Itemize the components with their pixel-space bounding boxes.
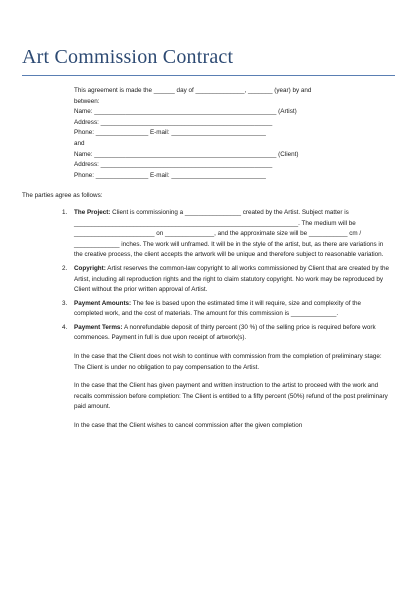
- clause-heading: The Project:: [74, 208, 111, 216]
- artist-phone-line: Phone: _______________ E-mail: ___________________________: [74, 129, 266, 137]
- document-body: [22, 86, 402, 432]
- clause-number: 2.: [62, 264, 68, 272]
- clause-heading: Payment Terms:: [74, 323, 123, 331]
- between-line: between:: [74, 97, 100, 105]
- clause-number: 1.: [62, 208, 68, 216]
- client-phone-line: Phone: _______________ E-mail: ___________________________: [74, 171, 266, 179]
- clause-text: The fee is based upon the estimated time it will require, size and complexity of the completed work, and the cost of materials. The amount for this commission is _____________.: [74, 299, 362, 318]
- client-name-line: Name: ____________________________________________________ (Client): [74, 150, 299, 158]
- clause-text: A nonrefundable deposit of thirty percent (30 %) of the selling price is required before work commences. Payment in full is due upon receipt of artwork(s).: [74, 323, 376, 342]
- paragraph: In the case that the Client does not wish to continue with commission from the completion of preliminary stage: The Client is under no obligation to pay compensation to the Artist.: [74, 353, 382, 371]
- clause-heading: Copyright:: [74, 264, 106, 272]
- clause-heading: Payment Amounts:: [74, 299, 132, 307]
- clause-text: Artist reserves the common-law copyright to all works commissioned by Client that are created by the Artist, including all reproduction rights and the right to claim statutory copyright. No work may be reproduced by Client without the prior written approval of Artist.: [74, 264, 389, 294]
- intro-text: The parties agree as follows:: [22, 192, 103, 200]
- artist-name-line: Name: ____________________________________________________ (Artist): [74, 108, 297, 116]
- and-line: and: [74, 139, 85, 147]
- clause-item: [62, 208, 390, 261]
- agreement-line: This agreement is made the ______ day of ______________, _______ (year) by and: [74, 87, 312, 94]
- client-address-line: Address: _________________________________________________: [74, 161, 273, 169]
- clause-item: [62, 264, 390, 296]
- title-rule: [22, 75, 395, 76]
- clause-list: [22, 208, 402, 344]
- paragraph: In the case that the Client wishes to cancel commission after the given completion: [74, 422, 303, 430]
- parties-block: [74, 86, 402, 181]
- clause-number: 3.: [62, 299, 68, 307]
- clause-item: [62, 299, 390, 320]
- document-title: Art Commission Contract: [22, 46, 234, 68]
- artist-address-line: Address: _________________________________________________: [74, 118, 273, 126]
- clause-text: Client is commissioning a ________________ created by the Artist. Subject matter is ________________________________________________________________. The medium will be _______________________ on ______________, and the approximate size will be ___________ cm / _____________ inches. The work will unframed. It will be in the style of the artist, but, as there are variations in the creative process, the client accepts the artwork will be unique and therefore subject to reasonable variation.: [74, 208, 384, 259]
- clause-item: [62, 323, 390, 344]
- paragraph: In the case that the Client has given payment and written instruction to the artist to proceed with the work and recalls commission before completion: The Client is entitled to a fifty percent (50%) refund of the post preliminary paid amount.: [74, 382, 388, 411]
- clause-number: 4.: [62, 323, 68, 331]
